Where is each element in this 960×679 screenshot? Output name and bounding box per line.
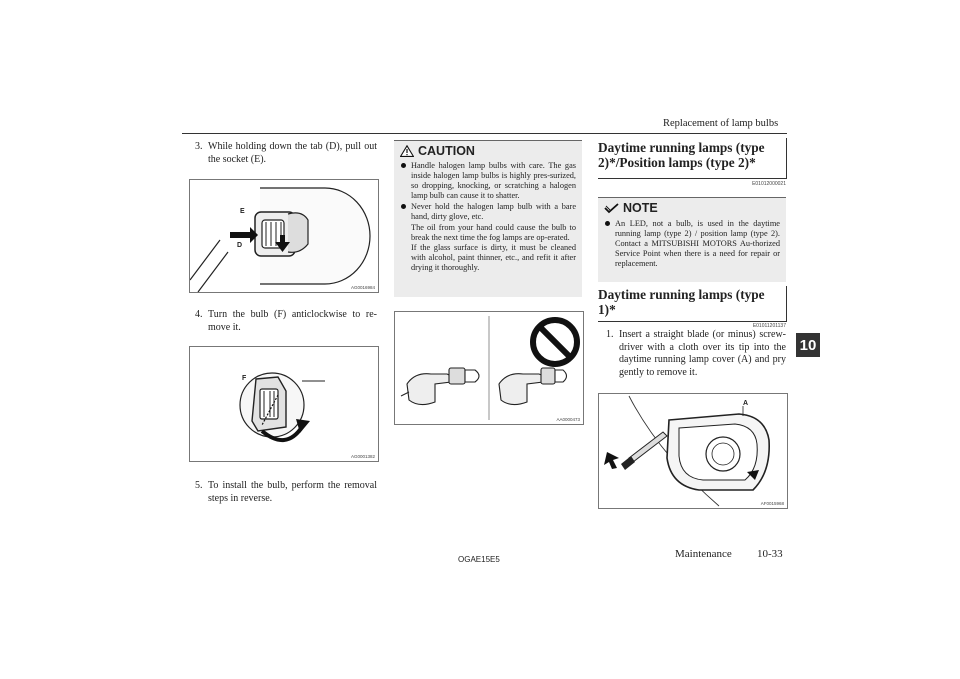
figure-code: AG0016984 [350,285,375,290]
prohibition-icon [533,320,577,364]
label-a: A [743,400,749,407]
warning-triangle-icon [400,145,414,157]
step-3 [195,141,377,166]
caution-list [400,161,576,274]
section-rule-vertical [786,286,787,322]
bullet-icon [401,204,406,209]
running-head: Replacement of lamp bulbs [663,118,779,129]
section-title-line: 2)*/Position lamps (type 2)* [598,155,756,170]
section-title-line: 1)* [598,302,616,317]
section-title-type2 [598,140,786,170]
caution-item [400,161,576,201]
figure-bulb-removal [189,346,379,462]
section-title-line: Daytime running lamps (type [598,287,765,302]
note-label: NOTE [623,201,658,215]
figure-code: AF0015968 [760,501,784,506]
caution-text: If the glass surface is dirty, it must be cleaned with alcohol, paint thinner, etc., and refit it after drying it thoroughly. [411,242,576,272]
label-d: D [237,242,243,249]
caution-text: The oil from your hand could cause the bulb to break the next time the fog lamps are op-erated. [411,222,576,242]
note-box [598,197,786,282]
note-text: An LED, not a bulb, is used in the daytime running lamp (type 2) / position lamp (type 2). Contact a MITSUBISHI MOTORS Au-thorized Service Point when there is a need for repair or replacement. [615,219,780,269]
section-rule-vertical [786,138,787,179]
step-number: 5. [195,480,203,491]
bullet-icon [605,221,610,226]
note-item [604,219,780,269]
step-text: To install the bulb, perform the removal steps in reverse. [208,480,377,504]
figure-halogen-handling [394,311,584,425]
note-title [604,201,658,215]
note-check-icon [604,203,619,214]
section-rule [598,178,786,179]
caution-box [394,140,582,297]
footer-section: Maintenance [675,548,732,560]
chapter-tab: 10 [796,333,820,357]
footer-code: OGAE15E5 [458,555,500,564]
step-5 [195,480,377,505]
figure-cover-removal [598,393,788,509]
step-text: Insert a straight blade (or minus) screw-driver with a cloth over its tip into the daytime running lamp cover (A) and pry gently to remove it. [619,329,786,378]
section-title-line: Daytime running lamps (type [598,140,765,155]
bullet-icon [401,163,406,168]
step-number: 1. [606,329,614,340]
section-code: E01011201137 [752,323,786,329]
figure-code: AG0001382 [350,454,375,459]
caution-text: Handle halogen lamp bulbs with care. The gas inside halogen lamp bulbs is highly pres-surized, so dropping, knocking, or scratching a halogen lamp bulb can cause it to shatter. [411,161,576,201]
page-number: 10-33 [757,548,783,560]
header-rule [182,133,787,134]
section-title-type1 [598,287,786,317]
note-list [604,219,780,270]
caution-label: CAUTION [418,144,475,158]
figure-socket-removal [189,179,379,293]
step-text: Turn the bulb (F) anticlockwise to re-move it. [208,309,377,333]
step-number: 3. [195,141,203,152]
step-1 [606,329,786,379]
label-e: E [240,208,245,215]
step-4 [195,309,377,334]
bulb-illustration [190,347,378,461]
cover-removal-illustration [599,394,787,508]
caution-text: Never hold the halogen lamp bulb with a bare hand, dirty glove, etc. [411,202,576,222]
caution-item [400,202,576,273]
figure-code: AA0000473 [556,417,580,422]
step-text: While holding down the tab (D), pull out the socket (E). [208,141,377,165]
section-code: E01012000021 [752,181,786,187]
caution-title [400,144,475,158]
label-f: F [242,375,247,382]
step-number: 4. [195,309,203,320]
socket-illustration [190,180,378,292]
halogen-handling-illustration [395,312,583,424]
section-rule [598,321,786,322]
